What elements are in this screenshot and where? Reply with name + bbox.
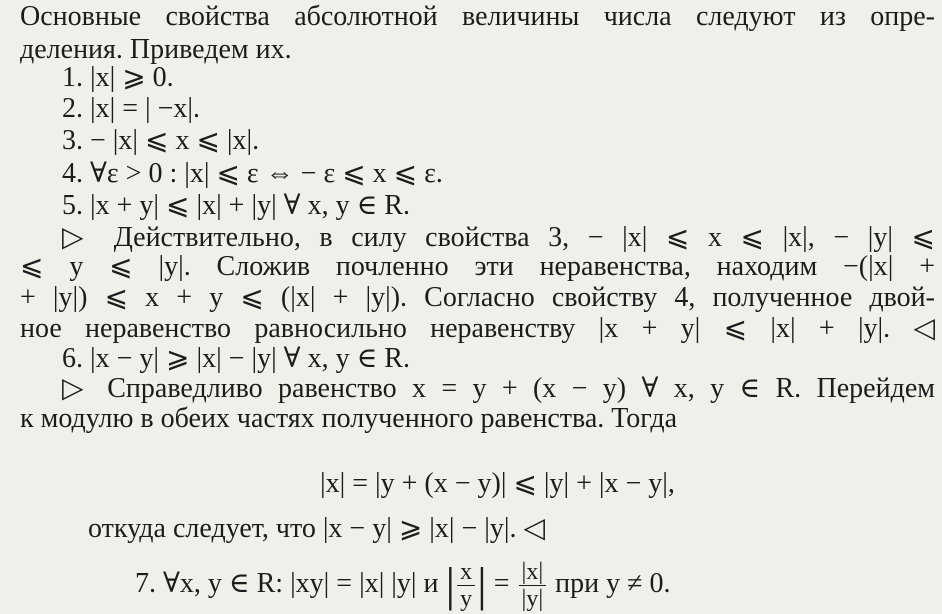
property-2: 2. |x| = | −x|. — [62, 93, 201, 124]
property-7 — [135, 558, 671, 612]
fraction-x-over-y: $\frac{x}{y}$ — [457, 559, 475, 612]
abs-bar-left: | — [445, 558, 456, 612]
property-6: 6. |x − y| ⩾ |x| − |y| ∀ x, y ∈ R. — [62, 343, 410, 374]
property-5: 5. |x + y| ⩽ |x| + |y| ∀ x, y ∈ R. — [62, 190, 410, 221]
proof5-line-3: + |y|) ⩽ x + y ⩽ (|x| + |y|). Согласно свойству 4, полученное двой- — [20, 282, 935, 313]
property-4: 4. ∀ε > 0 : |x| ⩽ ε ⇔ − ε ⩽ x ⩽ ε. — [62, 158, 443, 189]
equals-sign: = — [493, 567, 510, 599]
intro-line-2: деления. Приведем их. — [20, 34, 292, 65]
intro-line-1: Основные свойства абсолютной величины числа следуют из опре- — [20, 1, 935, 32]
display-formula: |x| = |y + (x − y)| ⩽ |y| + |x − y|, — [320, 468, 675, 499]
proof5-line-4: ное неравенство равносильно неравенству |x + y| ⩽ |x| + |y|. ◁ — [20, 313, 935, 344]
abs-bar-right: | — [477, 558, 487, 612]
property-7-head: 7. ∀x, y ∈ R: |xy| = |x| |y| и — [135, 567, 439, 599]
proof6-line-1: ▷ Справедливо равенство x = y + (x − y) ∀ x, y ∈ R. Перейдем — [62, 373, 935, 404]
proof5-line-2: ⩽ y ⩽ |y|. Сложив почленно эти неравенства, находим −(|x| + — [20, 251, 935, 282]
property-1: 1. |x| ⩾ 0. — [62, 62, 174, 93]
proof6-line-2: к модулю в обеих частях полученного равенства. Тогда — [20, 403, 678, 434]
proof5-line-1: ▷ Действительно, в силу свойства 3, − |x| ⩽ x ⩽ |x|, − |y| ⩽ — [62, 222, 935, 253]
property-3: 3. − |x| ⩽ x ⩽ |x|. — [62, 125, 260, 156]
proof6-conclusion: откуда следует, что |x − y| ⩾ |x| − |y|. ◁ — [88, 513, 546, 544]
property-7-tail: при y ≠ 0. — [555, 567, 671, 599]
fraction-absx-over-absy: $\frac{|x|}{|y|}$ — [519, 559, 547, 612]
